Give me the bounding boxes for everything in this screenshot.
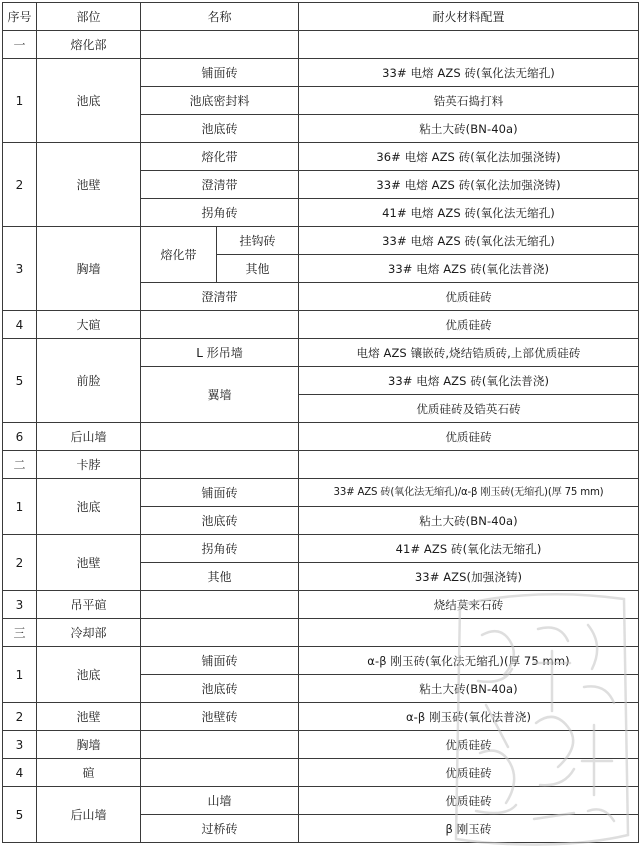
table-row bbox=[3, 591, 639, 619]
row-subgroup: 熔化带 bbox=[141, 227, 217, 283]
header-config: 耐火材料配置 bbox=[299, 3, 639, 31]
row-config: 优质硅砖 bbox=[299, 423, 639, 451]
row-config: 41# AZS 砖(氧化法无缩孔) bbox=[299, 535, 639, 563]
row-item-name: 池底砖 bbox=[141, 115, 299, 143]
empty-cell bbox=[141, 451, 299, 479]
header-seq: 序号 bbox=[3, 3, 37, 31]
row-config: 锆英石捣打料 bbox=[299, 87, 639, 115]
row-config: 粘土大砖(BN-40a) bbox=[299, 675, 639, 703]
section-seq: 二 bbox=[3, 451, 37, 479]
row-item-name: 拐角砖 bbox=[141, 535, 299, 563]
row-seq: 3 bbox=[3, 731, 37, 759]
row-part: 后山墙 bbox=[37, 423, 141, 451]
row-part: 后山墙 bbox=[37, 787, 141, 843]
section-name: 熔化部 bbox=[37, 31, 141, 59]
row-item-name: 澄清带 bbox=[141, 171, 299, 199]
row-seq: 3 bbox=[3, 591, 37, 619]
row-config: 优质硅砖 bbox=[299, 283, 639, 311]
row-item-name: 山墙 bbox=[141, 787, 299, 815]
row-config: α-β 刚玉砖(氧化法无缩孔)(厚 75 mm) bbox=[299, 647, 639, 675]
row-part: 碹 bbox=[37, 759, 141, 787]
header-part: 部位 bbox=[37, 3, 141, 31]
empty-cell bbox=[141, 31, 299, 59]
row-item-name: 铺面砖 bbox=[141, 59, 299, 87]
row-config: 33# 电熔 AZS 砖(氧化法无缩孔) bbox=[299, 227, 639, 255]
row-seq: 2 bbox=[3, 535, 37, 591]
empty-cell bbox=[141, 759, 299, 787]
row-seq: 1 bbox=[3, 647, 37, 703]
empty-cell bbox=[141, 423, 299, 451]
row-item-name: 拐角砖 bbox=[141, 199, 299, 227]
table-row bbox=[3, 423, 639, 451]
row-part: 前脸 bbox=[37, 339, 141, 423]
row-part: 池底 bbox=[37, 479, 141, 535]
row-seq: 6 bbox=[3, 423, 37, 451]
row-config: 电熔 AZS 镶嵌砖,烧结锆质砖,上部优质硅砖 bbox=[299, 339, 639, 367]
row-seq: 1 bbox=[3, 479, 37, 535]
header-name: 名称 bbox=[141, 3, 299, 31]
row-config: 41# 电熔 AZS 砖(氧化法无缩孔) bbox=[299, 199, 639, 227]
table-row bbox=[3, 535, 639, 563]
table-row bbox=[3, 59, 639, 87]
empty-cell bbox=[299, 451, 639, 479]
row-seq: 4 bbox=[3, 311, 37, 339]
row-item-name: 铺面砖 bbox=[141, 479, 299, 507]
row-part: 吊平碹 bbox=[37, 591, 141, 619]
section-row bbox=[3, 31, 639, 59]
section-name: 卡脖 bbox=[37, 451, 141, 479]
empty-cell bbox=[141, 311, 299, 339]
row-part: 胸墙 bbox=[37, 227, 141, 311]
row-part: 大碹 bbox=[37, 311, 141, 339]
section-row bbox=[3, 619, 639, 647]
row-part: 池底 bbox=[37, 647, 141, 703]
section-row bbox=[3, 451, 639, 479]
row-config: 33# 电熔 AZS 砖(氧化法无缩孔) bbox=[299, 59, 639, 87]
row-item-name: 池底砖 bbox=[141, 507, 299, 535]
row-item-name: 其他 bbox=[141, 563, 299, 591]
row-item-name: 池底密封料 bbox=[141, 87, 299, 115]
row-config: 33# AZS 砖(氧化法无缩孔)/α-β 刚玉砖(无缩孔)(厚 75 mm) bbox=[299, 479, 639, 507]
table-header-row bbox=[3, 3, 639, 31]
empty-cell bbox=[299, 31, 639, 59]
section-seq: 三 bbox=[3, 619, 37, 647]
row-config: 粘土大砖(BN-40a) bbox=[299, 507, 639, 535]
table-row bbox=[3, 143, 639, 171]
row-item-name: L 形吊墙 bbox=[141, 339, 299, 367]
row-seq: 2 bbox=[3, 143, 37, 227]
row-config: 33# 电熔 AZS 砖(氧化法普浇) bbox=[299, 255, 639, 283]
row-seq: 5 bbox=[3, 339, 37, 423]
row-item-name: 挂钩砖 bbox=[217, 227, 299, 255]
row-config: 优质硅砖 bbox=[299, 731, 639, 759]
row-item-name: 池壁砖 bbox=[141, 703, 299, 731]
row-part: 池底 bbox=[37, 59, 141, 143]
row-config: 优质硅砖 bbox=[299, 759, 639, 787]
row-item-name: 铺面砖 bbox=[141, 647, 299, 675]
table-row bbox=[3, 339, 639, 367]
refractory-config-table bbox=[2, 2, 639, 843]
section-seq: 一 bbox=[3, 31, 37, 59]
table-row bbox=[3, 787, 639, 815]
table-row bbox=[3, 479, 639, 507]
empty-cell bbox=[141, 731, 299, 759]
row-item-name: 池底砖 bbox=[141, 675, 299, 703]
row-config: 33# AZS(加强浇铸) bbox=[299, 563, 639, 591]
row-seq: 4 bbox=[3, 759, 37, 787]
row-part: 池壁 bbox=[37, 535, 141, 591]
empty-cell bbox=[141, 619, 299, 647]
empty-cell bbox=[141, 591, 299, 619]
row-config: 33# 电熔 AZS 砖(氧化法普浇) bbox=[299, 367, 639, 395]
row-item-name: 熔化带 bbox=[141, 143, 299, 171]
row-seq: 2 bbox=[3, 703, 37, 731]
table-row bbox=[3, 759, 639, 787]
row-config: 36# 电熔 AZS 砖(氧化法加强浇铸) bbox=[299, 143, 639, 171]
row-seq: 1 bbox=[3, 59, 37, 143]
row-part: 池壁 bbox=[37, 703, 141, 731]
refractory-config-document bbox=[2, 2, 638, 843]
table-row bbox=[3, 731, 639, 759]
row-part: 胸墙 bbox=[37, 731, 141, 759]
row-item-name: 澄清带 bbox=[141, 283, 299, 311]
row-item-name: 翼墙 bbox=[141, 367, 299, 423]
table-row bbox=[3, 703, 639, 731]
section-name: 冷却部 bbox=[37, 619, 141, 647]
row-config: 烧结莫来石砖 bbox=[299, 591, 639, 619]
row-config: 33# 电熔 AZS 砖(氧化法加强浇铸) bbox=[299, 171, 639, 199]
row-config: 优质硅砖 bbox=[299, 311, 639, 339]
row-item-name: 过桥砖 bbox=[141, 815, 299, 843]
row-seq: 5 bbox=[3, 787, 37, 843]
row-config: 优质硅砖 bbox=[299, 787, 639, 815]
row-config: 粘土大砖(BN-40a) bbox=[299, 115, 639, 143]
row-config: α-β 刚玉砖(氧化法普浇) bbox=[299, 703, 639, 731]
table-row bbox=[3, 311, 639, 339]
table-row bbox=[3, 227, 639, 255]
empty-cell bbox=[299, 619, 639, 647]
table-row bbox=[3, 647, 639, 675]
row-config: 优质硅砖及锆英石砖 bbox=[299, 395, 639, 423]
row-part: 池壁 bbox=[37, 143, 141, 227]
row-item-name: 其他 bbox=[217, 255, 299, 283]
row-seq: 3 bbox=[3, 227, 37, 311]
row-config: β 刚玉砖 bbox=[299, 815, 639, 843]
